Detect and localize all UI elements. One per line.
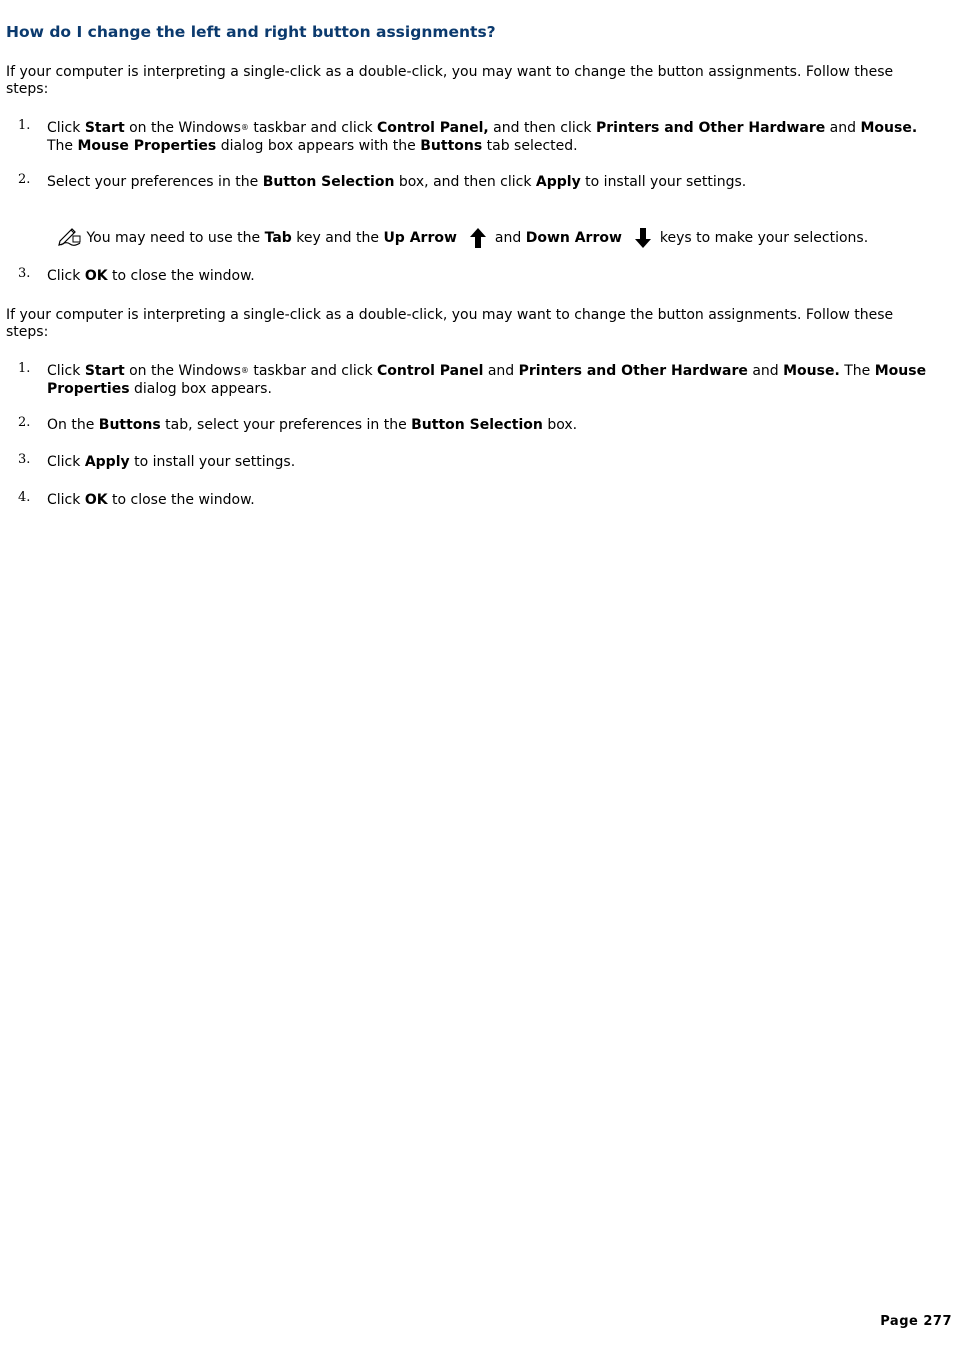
step-text: Click Apply to install your settings. (47, 454, 296, 470)
step-text: Click Start on the Windows® taskbar and click Control Panel, and then click Printers and Other Hardware and Mouse. The Mouse Properties dialog box appears with the Buttons tab selected. (47, 120, 918, 154)
page-title: How do I change the left and right button assignments? (6, 23, 496, 41)
step-number: 2. (18, 415, 31, 430)
step-text: Select your preferences in the Button Selection box, and then click Apply to install your settings. (47, 174, 747, 190)
page-number: Page 277 (880, 1314, 952, 1329)
note-pen-icon (58, 226, 82, 246)
step-text: Click OK to close the window. (47, 492, 255, 508)
step-number: 1. (18, 118, 31, 133)
up-arrow-icon (467, 226, 489, 250)
section2-intro: If your computer is interpreting a single-click as a double-click, you may want to change the button assignments. Follow these steps: (6, 307, 894, 340)
step-number: 3. (18, 452, 31, 467)
step-text: Click Start on the Windows® taskbar and click Control Panel and Printers and Other Hardware and Mouse. The Mouse Properties dialog box appears. (47, 363, 927, 397)
step-text: Click OK to close the window. (47, 268, 255, 284)
step-text: On the Buttons tab, select your preferences in the Button Selection box. (47, 417, 578, 433)
step-number: 3. (18, 266, 31, 281)
note-tip: You may need to use the Tab key and the Up Arrow and Down Arrow keys to make your selections. (58, 226, 868, 250)
step-number: 4. (18, 490, 31, 505)
step-number: 1. (18, 361, 31, 376)
step-number: 2. (18, 172, 31, 187)
down-arrow-icon (632, 226, 654, 250)
section1-intro: If your computer is interpreting a single-click as a double-click, you may want to change the button assignments. Follow these steps: (6, 64, 894, 97)
